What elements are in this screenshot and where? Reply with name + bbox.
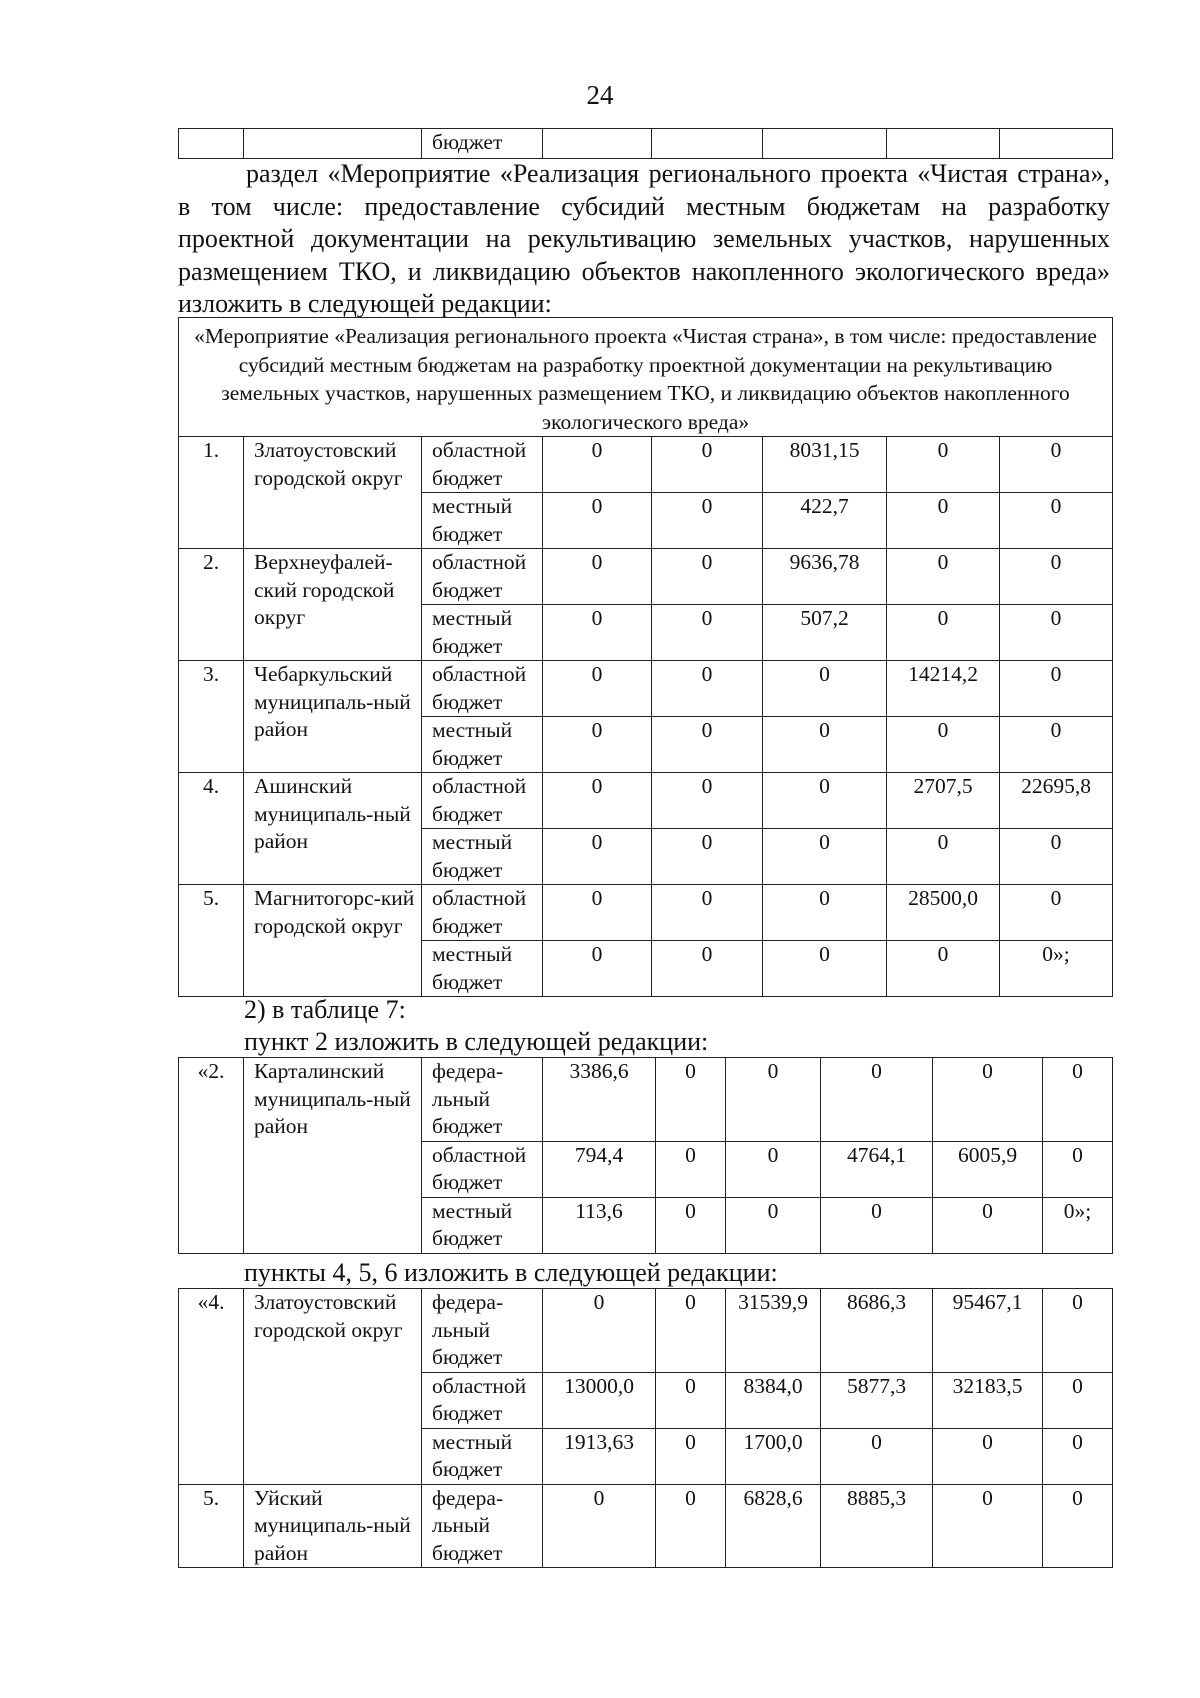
row-number: 5. xyxy=(179,1484,244,1568)
value-cell: 0 xyxy=(543,829,652,885)
budget-type: областной бюджет xyxy=(422,1141,543,1197)
page-number: 24 xyxy=(586,80,614,110)
budget-type: федера-льный бюджет xyxy=(422,1484,543,1568)
value-cell: 0»; xyxy=(1043,1197,1113,1253)
value-cell: 507,2 xyxy=(763,605,887,661)
budget-type: местный бюджет xyxy=(422,941,543,997)
municipality-name: Златоустовский городской округ xyxy=(244,437,422,549)
value-cell: 0 xyxy=(1043,1484,1113,1568)
value-cell: 1700,0 xyxy=(726,1428,821,1484)
value-cell: 1913,63 xyxy=(543,1428,656,1484)
value-cell: 0 xyxy=(821,1197,933,1253)
value-cell: 9636,78 xyxy=(763,549,887,605)
value-cell: 0 xyxy=(887,549,1000,605)
value-cell: 0 xyxy=(652,773,763,829)
value-cell: 0 xyxy=(656,1141,726,1197)
value-cell: 0 xyxy=(1000,661,1113,717)
budget-type: областной бюджет xyxy=(422,437,543,493)
municipality-name: Карталинский муниципаль-ный район xyxy=(244,1058,422,1254)
value-cell: 13000,0 xyxy=(543,1372,656,1428)
instruction-line: пункт 2 изложить в следующей редакции: xyxy=(244,1027,709,1056)
municipality-name: Златоустовский городской округ xyxy=(244,1289,422,1485)
budget-type: областной бюджет xyxy=(422,773,543,829)
table-cleanup-measures xyxy=(178,317,1113,997)
value-cell: 0»; xyxy=(1000,941,1113,997)
value-cell: 5877,3 xyxy=(821,1372,933,1428)
budget-type: областной бюджет xyxy=(422,1372,543,1428)
value-cell: 0 xyxy=(656,1197,726,1253)
value-cell: 0 xyxy=(726,1197,821,1253)
value-cell: 28500,0 xyxy=(887,885,1000,941)
table-caption: «Мероприятие «Реализация регионального проекта «Чистая страна», в том числе: предоставление субсидий местным бюджетам на разработку проектной документации на рекультивацию земельных участков, нарушенных размещением ТКО, и ликвидацию объектов накопленного экологического вреда» xyxy=(179,318,1113,437)
value-cell: 95467,1 xyxy=(933,1289,1043,1373)
budget-type: областной бюджет xyxy=(422,549,543,605)
value-cell: 0 xyxy=(1043,1428,1113,1484)
subsection-heading: 2) в таблице 7: xyxy=(244,995,406,1024)
top-fragment-table xyxy=(178,128,1113,159)
value-cell: 0 xyxy=(652,717,763,773)
value-cell: 0 xyxy=(656,1058,726,1142)
budget-type: областной бюджет xyxy=(422,661,543,717)
value-cell: 3386,6 xyxy=(543,1058,656,1142)
municipality-name: Верхнеуфалей-ский городской округ xyxy=(244,549,422,661)
value-cell: 0 xyxy=(543,773,652,829)
row-number: «2. xyxy=(179,1058,244,1254)
value-cell: 0 xyxy=(652,661,763,717)
value-cell: 0 xyxy=(652,829,763,885)
value-cell: 0 xyxy=(543,437,652,493)
budget-type: местный бюджет xyxy=(422,717,543,773)
intro-paragraph: раздел «Мероприятие «Реализация регионального проекта «Чистая страна», в том числе: предоставление субсидий местным бюджетам на разработку проектной документации на рекультивацию земельных участков, нарушенных размещением ТКО, и ликвидацию объектов накопленного экологического вреда» изложить в следующей редакции: xyxy=(178,159,1110,318)
municipality-name: Магнитогорс-кий городской округ xyxy=(244,885,422,997)
value-cell: 0 xyxy=(656,1372,726,1428)
value-cell: 0 xyxy=(726,1141,821,1197)
row-number: 2. xyxy=(179,549,244,661)
value-cell: 6828,6 xyxy=(726,1484,821,1568)
value-cell: 0 xyxy=(887,717,1000,773)
value-cell: 6005,9 xyxy=(933,1141,1043,1197)
instruction-line: пункты 4, 5, 6 изложить в следующей редакции: xyxy=(244,1258,778,1287)
value-cell: 0 xyxy=(543,885,652,941)
value-cell: 8885,3 xyxy=(821,1484,933,1568)
value-cell: 0 xyxy=(887,605,1000,661)
budget-type: местный бюджет xyxy=(422,605,543,661)
value-cell: 0 xyxy=(1043,1372,1113,1428)
table-point-2 xyxy=(178,1057,1113,1254)
value-cell: 8686,3 xyxy=(821,1289,933,1373)
value-cell: 0 xyxy=(543,661,652,717)
value-cell: 0 xyxy=(933,1058,1043,1142)
value-cell: 0 xyxy=(652,885,763,941)
value-cell: 0 xyxy=(1043,1058,1113,1142)
value-cell: 0 xyxy=(656,1289,726,1373)
value-cell: 8384,0 xyxy=(726,1372,821,1428)
value-cell: 0 xyxy=(821,1058,933,1142)
value-cell: 31539,9 xyxy=(726,1289,821,1373)
value-cell: 0 xyxy=(656,1484,726,1568)
value-cell: 22695,8 xyxy=(1000,773,1113,829)
value-cell: 0 xyxy=(1000,605,1113,661)
row-number: 3. xyxy=(179,661,244,773)
value-cell: 0 xyxy=(543,941,652,997)
table-row xyxy=(179,437,1113,493)
value-cell: 2707,5 xyxy=(887,773,1000,829)
value-cell: 0 xyxy=(726,1058,821,1142)
value-cell: 0 xyxy=(1000,549,1113,605)
value-cell: 0 xyxy=(656,1428,726,1484)
table-row xyxy=(179,1289,1113,1373)
value-cell: 0 xyxy=(1000,829,1113,885)
value-cell: 422,7 xyxy=(763,493,887,549)
value-cell: 0 xyxy=(1043,1289,1113,1373)
value-cell: 0 xyxy=(763,717,887,773)
value-cell: 0 xyxy=(763,941,887,997)
value-cell: 113,6 xyxy=(543,1197,656,1253)
value-cell: 0 xyxy=(543,1289,656,1373)
value-cell: 0 xyxy=(543,1484,656,1568)
table-row xyxy=(179,885,1113,941)
value-cell: 0 xyxy=(543,549,652,605)
table-row xyxy=(179,1484,1113,1568)
value-cell: 0 xyxy=(652,549,763,605)
value-cell: 0 xyxy=(763,829,887,885)
table-row xyxy=(179,1058,1113,1142)
value-cell: 0 xyxy=(763,773,887,829)
value-cell: 0 xyxy=(1043,1141,1113,1197)
budget-type: местный бюджет xyxy=(422,493,543,549)
value-cell: 0 xyxy=(652,493,763,549)
row-number: 4. xyxy=(179,773,244,885)
value-cell: 0 xyxy=(1000,885,1113,941)
value-cell: 0 xyxy=(543,605,652,661)
municipality-name: Ашинский муниципаль-ный район xyxy=(244,773,422,885)
budget-type: федера-льный бюджет xyxy=(422,1058,543,1142)
value-cell: 0 xyxy=(1000,437,1113,493)
value-cell: 0 xyxy=(652,605,763,661)
budget-type: федера-льный бюджет xyxy=(422,1289,543,1373)
value-cell: 0 xyxy=(1000,717,1113,773)
row-number: «4. xyxy=(179,1289,244,1485)
value-cell: 0 xyxy=(933,1428,1043,1484)
budget-type: местный бюджет xyxy=(422,829,543,885)
value-cell: 0 xyxy=(543,493,652,549)
value-cell: 4764,1 xyxy=(821,1141,933,1197)
row-number: 1. xyxy=(179,437,244,549)
value-cell: 0 xyxy=(821,1428,933,1484)
table-row xyxy=(179,773,1113,829)
budget-type: местный бюджет xyxy=(422,1197,543,1253)
row-number: 5. xyxy=(179,885,244,997)
value-cell: 0 xyxy=(1000,493,1113,549)
value-cell: 14214,2 xyxy=(887,661,1000,717)
value-cell: 8031,15 xyxy=(763,437,887,493)
value-cell: 32183,5 xyxy=(933,1372,1043,1428)
budget-type: областной бюджет xyxy=(422,885,543,941)
value-cell: 0 xyxy=(887,829,1000,885)
value-cell: 794,4 xyxy=(543,1141,656,1197)
municipality-name: Чебаркульский муниципаль-ный район xyxy=(244,661,422,773)
value-cell: 0 xyxy=(652,437,763,493)
table-row xyxy=(179,549,1113,605)
table-points-4-5-6 xyxy=(178,1288,1113,1568)
value-cell: 0 xyxy=(933,1484,1043,1568)
value-cell: 0 xyxy=(763,885,887,941)
municipality-name: Уйский муниципаль-ный район xyxy=(244,1484,422,1568)
value-cell: 0 xyxy=(543,717,652,773)
value-cell: 0 xyxy=(763,661,887,717)
budget-type: местный бюджет xyxy=(422,1428,543,1484)
value-cell: 0 xyxy=(887,437,1000,493)
value-cell: 0 xyxy=(887,941,1000,997)
value-cell: 0 xyxy=(887,493,1000,549)
table-row xyxy=(179,661,1113,717)
value-cell: 0 xyxy=(933,1197,1043,1253)
budget-label: бюджет xyxy=(422,129,543,159)
value-cell: 0 xyxy=(652,941,763,997)
